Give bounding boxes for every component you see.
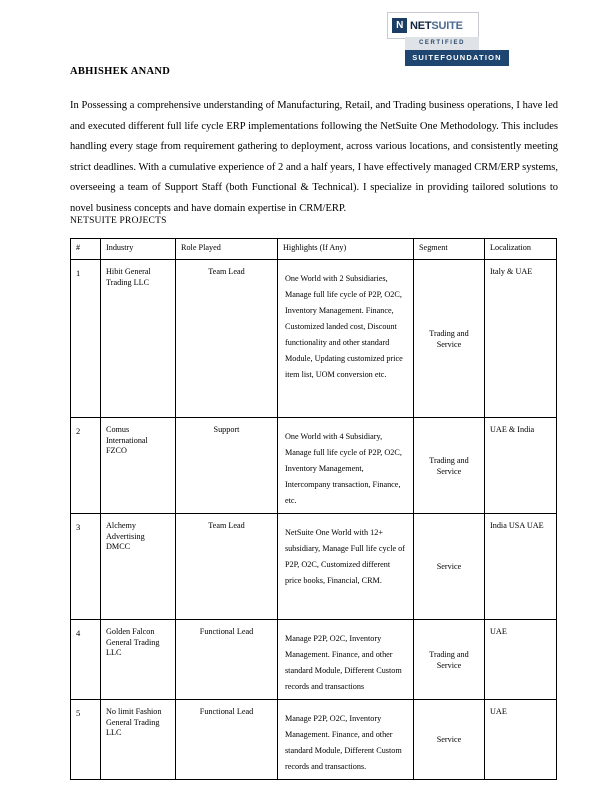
cell-number: 3 — [71, 514, 101, 620]
netsuite-mark-icon: N — [392, 18, 407, 33]
cell-localization: UAE — [485, 620, 557, 700]
cell-role: Functional Lead — [176, 620, 278, 700]
cell-highlights: One World with 4 Subsidiary, Manage full life cycle of P2P, O2C, Inventory Management, Intercompany transaction, Finance, etc. — [278, 418, 414, 514]
cell-role: Team Lead — [176, 514, 278, 620]
cell-localization: Italy & UAE — [485, 260, 557, 418]
cell-segment: Trading and Service — [414, 620, 485, 700]
badge-certified-label: CERTIFIED — [405, 37, 479, 50]
cell-industry: No limit Fashion General Trading LLC — [101, 700, 176, 780]
cell-highlights: One World with 2 Subsidiaries, Manage full life cycle of P2P, O2C, Inventory Management. Finance, Customized landed cost, Discount functionality and other standard Module, Updating customized price item list, UOM conversion etc. — [278, 260, 414, 418]
cell-segment: Trading and Service — [414, 260, 485, 418]
column-header-segment: Segment — [414, 239, 485, 260]
column-header-localization: Localization — [485, 239, 557, 260]
professional-summary: In Possessing a comprehensive understanding of Manufacturing, Retail, and Trading business operations, I have led and executed different full life cycle ERP implementations following the NetSuite One Methodology. This includes handling every stage from requirement gathering to deployment, across various locations, and consistently meeting strict deadlines. With a cumulative experience of 2 and a half years, I have effectively managed CRM/ERP systems, overseeing a team of Support Staff (both Functional & Technical). I specialize in providing tailored solutions to novel business concepts and have domain expertise in CRM/ERP. — [70, 100, 558, 214]
column-header-highlights: Highlights (If Any) — [278, 239, 414, 260]
table-row — [71, 514, 557, 620]
netsuite-wordmark — [410, 20, 463, 32]
table-row — [71, 620, 557, 700]
cell-highlights: Manage P2P, O2C, Inventory Management. Finance, and other standard Module, Different Custom records and transactions. — [278, 700, 414, 780]
cell-number: 5 — [71, 700, 101, 780]
cell-highlights: NetSuite One World with 12+ subsidiary, Manage Full life cycle of P2P, O2C, Customized different price books, Financial, CRM. — [278, 514, 414, 620]
candidate-name: ABHISHEK ANAND — [70, 66, 171, 77]
column-header-industry: Industry — [101, 239, 176, 260]
cell-segment: Service — [414, 700, 485, 780]
column-header-role-played: Role Played — [176, 239, 278, 260]
cell-localization: UAE & India — [485, 418, 557, 514]
cell-localization: India USA UAE — [485, 514, 557, 620]
badge-suitefoundation-label: SUITEFOUNDATION — [405, 50, 509, 66]
cell-number: 2 — [71, 418, 101, 514]
column-header-number: # — [71, 239, 101, 260]
cell-segment: Trading and Service — [414, 418, 485, 514]
table-row — [71, 418, 557, 514]
cell-role: Functional Lead — [176, 700, 278, 780]
netsuite-logo — [387, 12, 479, 39]
table-header-row — [71, 239, 557, 260]
cell-number: 1 — [71, 260, 101, 418]
cell-industry: Alchemy Advertising DMCC — [101, 514, 176, 620]
table-row — [71, 700, 557, 780]
cell-number: 4 — [71, 620, 101, 700]
cell-segment: Service — [414, 514, 485, 620]
cell-highlights: Manage P2P, O2C, Inventory Management. Finance, and other standard Module, Different Custom records and transactions — [278, 620, 414, 700]
netsuite-projects-table — [70, 238, 557, 780]
netsuite-wordmark-suite: SUITE — [431, 19, 463, 32]
cell-localization: UAE — [485, 700, 557, 780]
netsuite-wordmark-net: NET — [410, 19, 432, 32]
cell-role: Support — [176, 418, 278, 514]
cell-industry: Hibit General Trading LLC — [101, 260, 176, 418]
cell-role: Team Lead — [176, 260, 278, 418]
netsuite-certification-badge — [387, 12, 509, 66]
cell-industry: Comus International FZCO — [101, 418, 176, 514]
section-title-netsuite-projects: NETSUITE PROJECTS — [70, 216, 167, 226]
table-row — [71, 260, 557, 418]
cell-industry: Golden Falcon General Trading LLC — [101, 620, 176, 700]
